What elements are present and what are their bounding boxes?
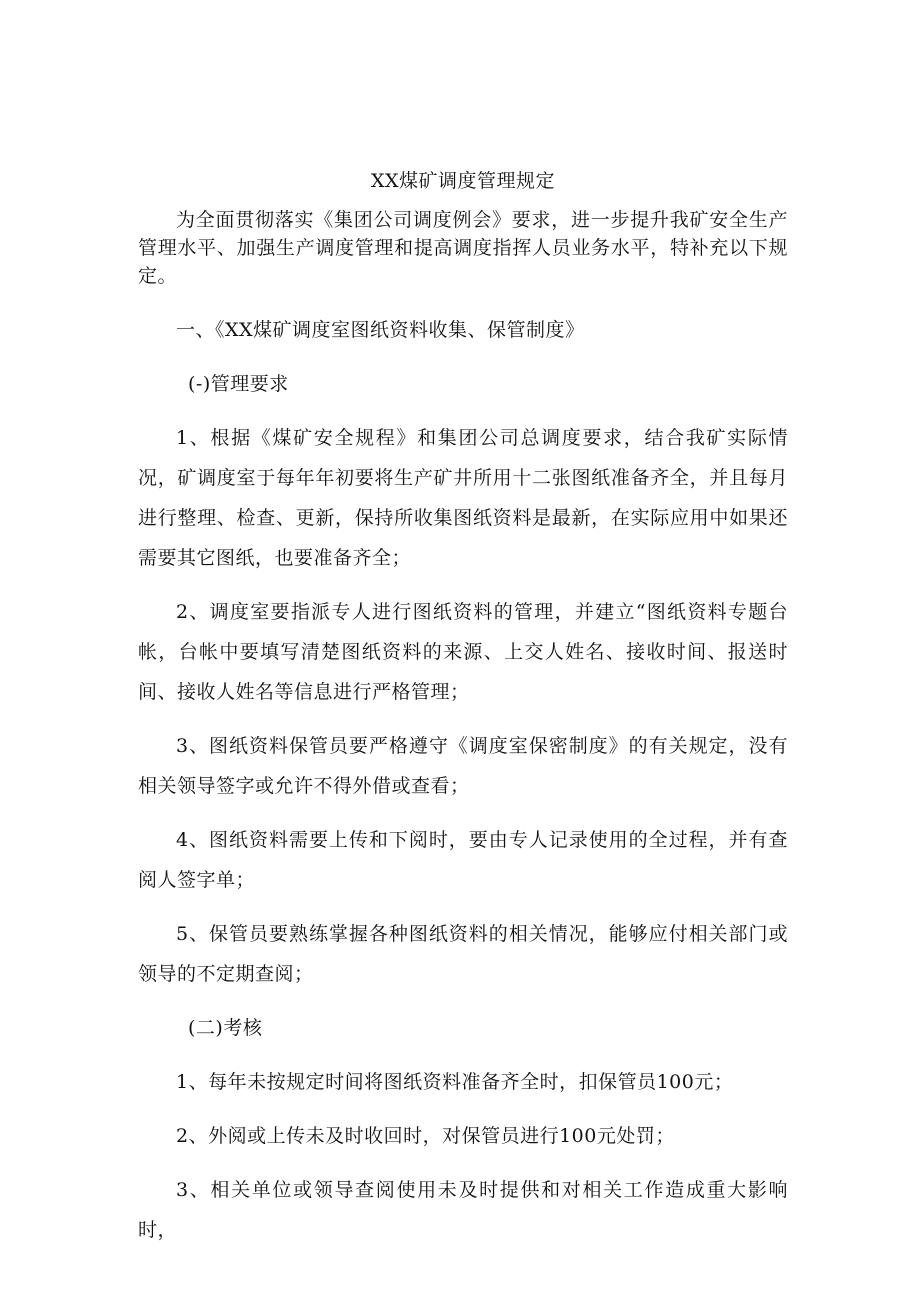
requirement-item: 4、图纸资料需要上传和下阅时，要由专人记录使用的全过程，并有查阅人签字单； [138, 829, 788, 891]
assessment-item: 1、每年未按规定时间将图纸资料准备齐全时，扣保管员100元； [176, 1071, 734, 1093]
intro-paragraph: 为全面贯彻落实《集团公司调度例会》要求，进一步提升我矿安全生产管理水平、加强生产调度管理和提高调度指挥人员业务水平，特补充以下规定。 [138, 209, 788, 287]
assessment-item: 3、相关单位或领导查阅使用未及时提供和对相关工作造成重大影响时， [138, 1179, 788, 1241]
requirement-item: 3、图纸资料保管员要严格遵守《调度室保密制度》的有关规定，没有相关领导签字或允许不得外借或查看； [138, 735, 788, 797]
assessment-item: 2、外阅或上传未及时收回时，对保管员进行100元处罚； [176, 1125, 675, 1147]
document-title: XX煤矿调度管理规定 [370, 170, 556, 192]
document-body [138, 166, 788, 1250]
requirement-item: 2、调度室要指派专人进行图纸资料的管理，并建立“图纸资料专题台帐，台帐中要填写清楚图纸资料的来源、上交人姓名、接收时间、报送时间、接收人姓名等信息进行严格管理； [138, 601, 788, 703]
requirement-item: 5、保管员要熟练掌握各种图纸资料的相关情况，能够应付相关部门或领导的不定期查阅； [138, 923, 788, 985]
requirement-item: 1、根据《煤矿安全规程》和集团公司总调度要求，结合我矿实际情况，矿调度室于每年年初要将生产矿井所用十二张图纸准备齐全，并且每月进行整理、检查、更新，保持所收集图纸资料是最新，在实际应用中如果还需要其它图纸，也要准备齐全； [138, 427, 788, 569]
subsection-heading-requirements: (-)管理要求 [188, 373, 289, 395]
section-heading: 一、《XX煤矿调度室图纸资料收集、保管制度》 [176, 319, 585, 341]
subsection-heading-assessment: (二)考核 [188, 1017, 263, 1039]
